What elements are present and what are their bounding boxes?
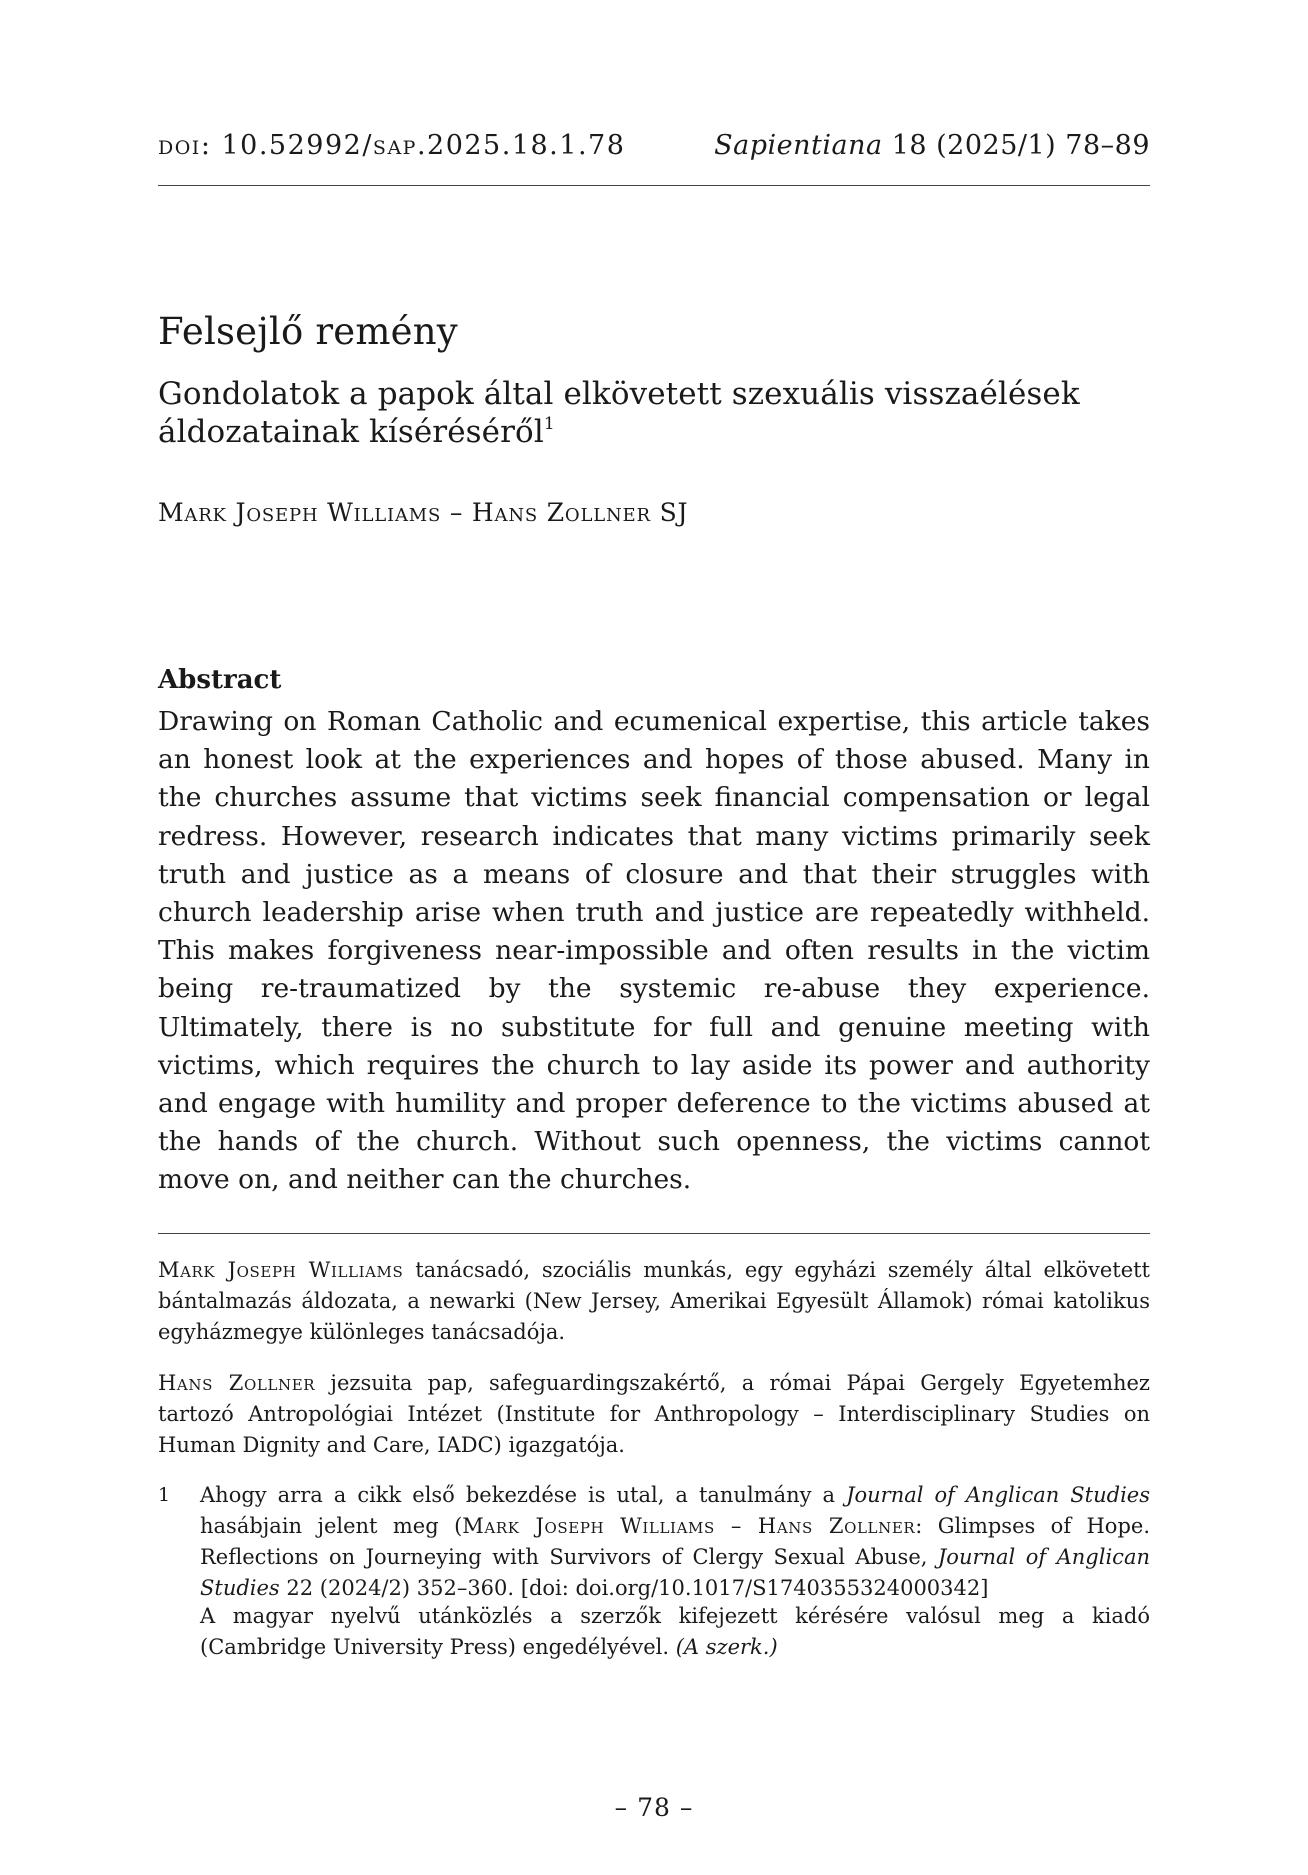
editor-note: (A szerk.) [675, 1635, 778, 1659]
footnote-journal: Journal of Anglican Studies [200, 1545, 1150, 1600]
footnote-text: hasábjain jelent meg ( [200, 1514, 463, 1538]
subtitle-line-2: áldozatainak kíséréséről [158, 414, 544, 450]
footnote-doi[interactable]: 22 (2024/2) 352–360. [doi: doi.org/10.1017/S1740355324000342] [279, 1576, 989, 1600]
subtitle-line-1: Gondolatok a papok által elkövetett szexuális visszaélések [158, 376, 1080, 412]
page-number: – 78 – [614, 1793, 694, 1822]
permission-note [200, 1601, 1150, 1663]
article-subtitle [158, 375, 1150, 451]
author-note-zollner [158, 1368, 1150, 1461]
footnote-text: Ahogy arra a cikk első bekezdése is utal, a tanulmány a [200, 1483, 847, 1507]
journal-issue: 18 (2025/1) 78–89 [882, 130, 1150, 161]
permission-text: A magyar nyelvű utánközlés a szerzők kifejezett kérésére valósul meg a kiadó (Cambridge University Press) engedélyével. [200, 1604, 1150, 1659]
footnote-reference[interactable]: 1 [543, 414, 555, 434]
notes-divider [158, 1233, 1150, 1234]
doi-label[interactable]: doi: 10.52992/sap.2025.18.1.78 [158, 130, 626, 161]
footnote-mark: 1 [158, 1484, 171, 1506]
footnote-body [200, 1480, 1150, 1604]
footnote-text: : Glimpses of Hope. Reflections on Journeying with Survivors of Clergy Sexual Abuse, [200, 1514, 1150, 1569]
journal-citation [714, 130, 1150, 161]
header-divider [158, 185, 1150, 186]
abstract-heading: Abstract [158, 665, 282, 695]
running-header [158, 130, 1150, 161]
journal-name: Sapientiana [714, 130, 883, 161]
abstract-text: Drawing on Roman Catholic and ecumenical expertise, this article takes an honest look at the experiences and hopes of those abused. Many in the churches assume that victims seek financial compensation or legal redress. However, research indicates that many victims primarily seek truth and justice as a means of closure and that their struggles with church leadership arise when truth and justice are repeatedly withheld. This makes forgiveness near-impossible and often results in the victim being re-traumatized by the systemic re-abuse they experience. Ultimately, there is no substitute for full and genuine meeting with victims, which requires the church to lay aside its power and authority and engage with humility and proper deference to the victims abused at the hands of the church. Without such openness, the victims cannot move on, and neither can the churches. [158, 706, 1150, 1196]
footnote-journal: Journal of Anglican Studies [846, 1483, 1150, 1507]
author-note-name: Mark Joseph Williams [158, 1258, 404, 1282]
author-note-text: jezsuita pap, safeguardingszakértő, a római Pápai Gergely Egyetemhez tartozó Antropológiai Intézet (Institute for Anthropology – Interdisciplinary Studies on Human Dignity and Care, IADC) igazgatója. [158, 1371, 1150, 1457]
author-note-name: Hans Zollner [158, 1371, 316, 1395]
footnote-1 [158, 1480, 1150, 1604]
footnote-authors: Mark Joseph Williams – Hans Zollner [462, 1514, 916, 1538]
author-note-williams [158, 1255, 1150, 1348]
article-title: Felsejlő remény [158, 310, 458, 353]
author-note-text: tanácsadó, szociális munkás, egy egyházi személy által elkövetett bántalmazás áldozata, a newarki (New Jersey, Amerikai Egyesült Államok) római katolikus egyházmegye különleges tanácsadója. [158, 1258, 1151, 1344]
author-byline: Mark Joseph Williams – Hans Zollner SJ [158, 498, 689, 527]
